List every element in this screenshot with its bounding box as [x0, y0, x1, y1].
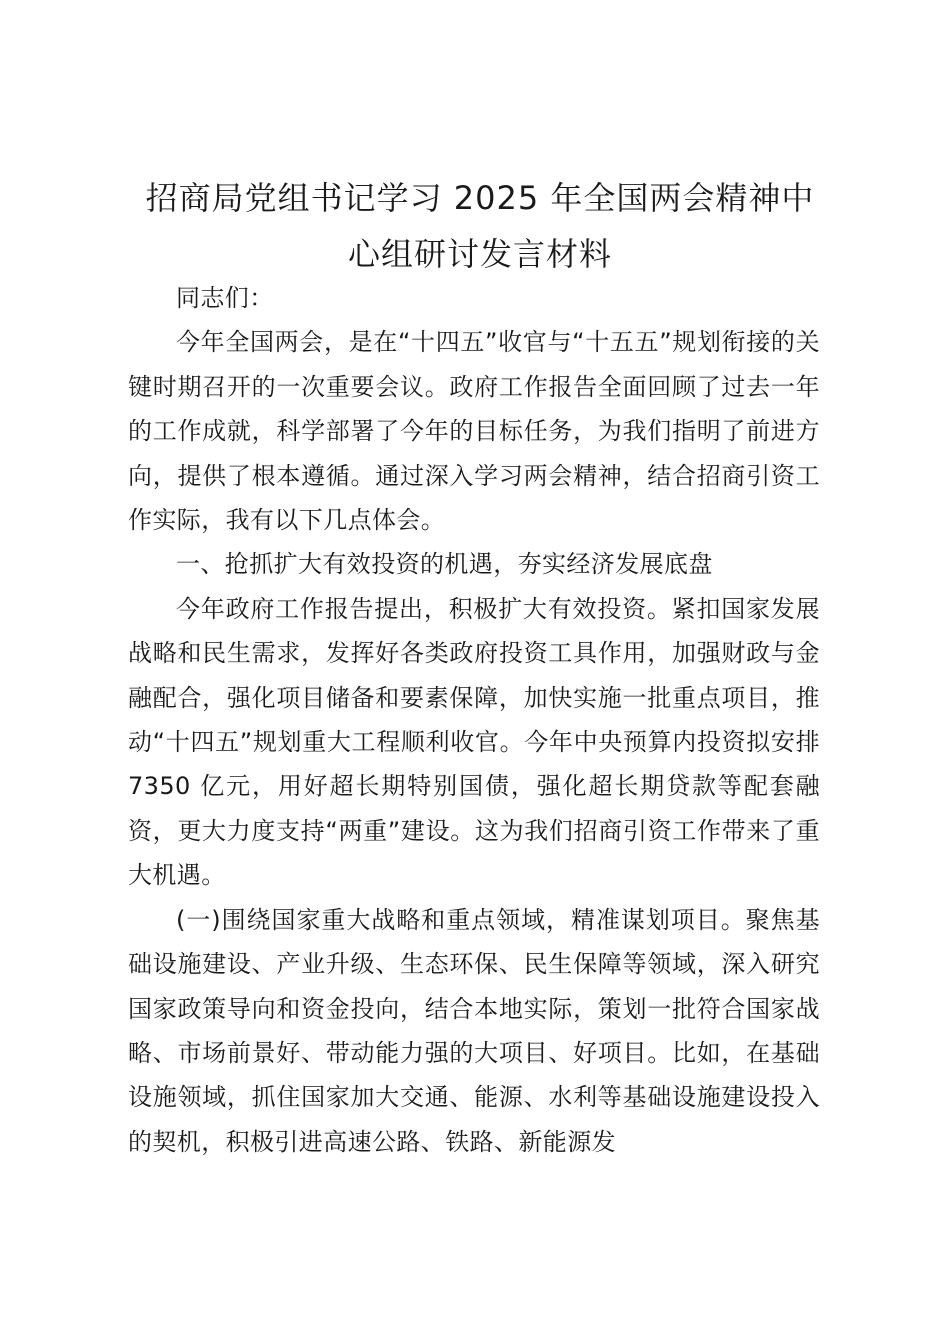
paragraph-intro: 今年全国两会，是在“十四五”收官与“十五五”规划衔接的关键时期召开的一次重要会议。政府工作报告全面回顾了过去一年的工作成就，科学部署了今年的目标任务，为我们指明了前进方向，提供了根本遵循。通过深入学习两会精神，结合招商引资工作实际，我有以下几点体会。: [128, 328, 820, 535]
paragraph-subsection-1: (一)围绕国家重大战略和重点领域，精准谋划项目。聚焦基础设施建设、产业升级、生态环保、民生保障等领域，深入研究国家政策导向和资金投向，结合本地实际，策划一批符合国家战略、市场前景好、带动能力强的大项目、好项目。比如，在基础设施领域，抓住国家加大交通、能源、水利等基础设施建设投入的契机，积极引进高速公路、铁路、新能源发: [128, 905, 820, 1156]
salutation: 同志们：: [176, 284, 274, 312]
title-line-2: 心组研讨发言材料: [347, 235, 612, 273]
paragraph-investment: 今年政府工作报告提出，积极扩大有效投资。紧扣国家发展战略和民生需求，发挥好各类政府投资工具作用，加强财政与金融配合，强化项目储备和要素保障，加快实施一批重点项目，推动“十四五”规划重大工程顺利收官。今年中央预算内投资拟安排 7350 亿元，用好超长期特别国债，强化超长期贷款等配套融资，更大力度支持“两重”建设。这为我们招商引资工作带来了重大机遇。: [128, 594, 820, 890]
document-body: [128, 276, 820, 1164]
document-title: [120, 170, 840, 282]
section-heading-1: 一、抢抓扩大有效投资的机遇，夯实经济发展底盘: [176, 550, 713, 579]
title-line-1: 招商局党组书记学习 2025 年全国两会精神中: [145, 179, 815, 217]
